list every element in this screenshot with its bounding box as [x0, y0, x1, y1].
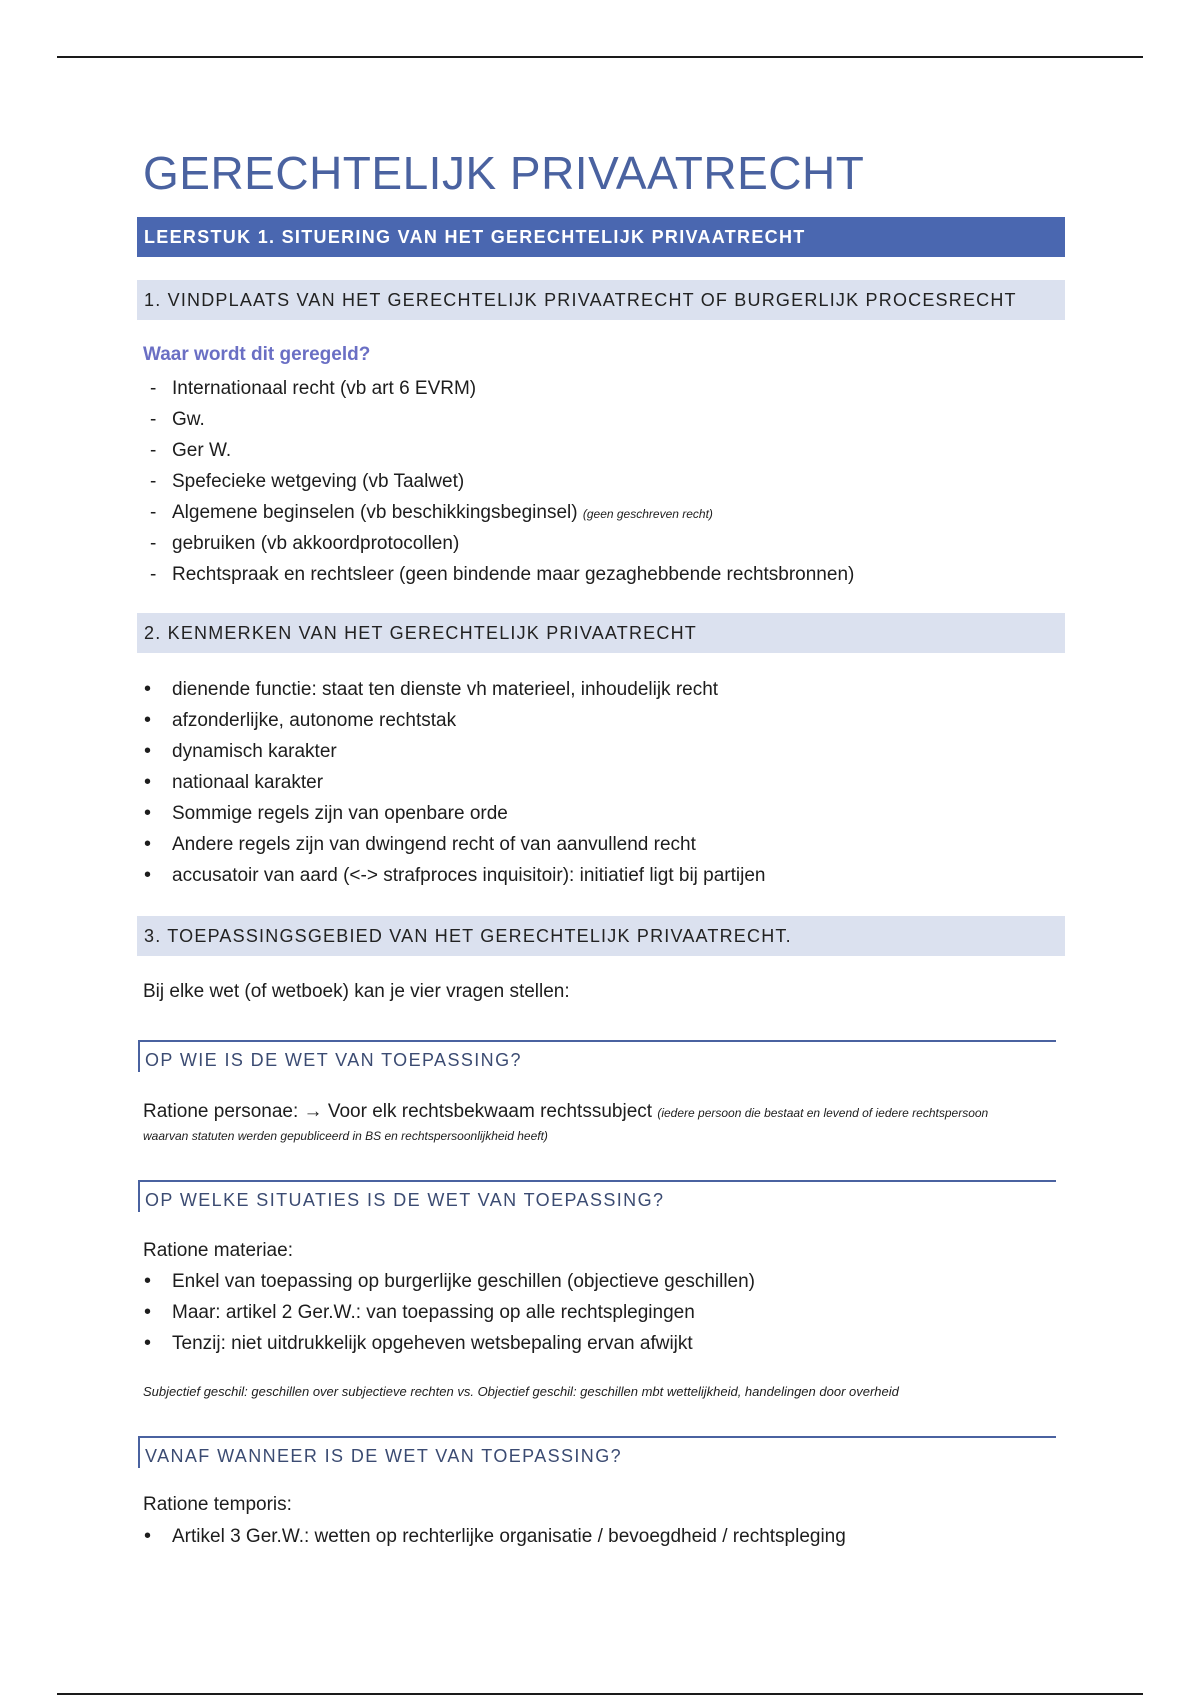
section-1-list [143, 373, 854, 590]
subsection-1-note: (iedere persoon die bestaat en levend of iedere rechtspersoon waarvan statuten werden gepubliceerd in BS en rechtspersoonlijkheid heeft) [143, 1106, 989, 1143]
list-item: • Tenzij: niet uitdrukkelijk opgeheven wetsbepaling ervan afwijkt [143, 1328, 755, 1359]
list-item: • dynamisch karakter [143, 736, 766, 767]
list-item: - Ger W. [143, 435, 854, 466]
list-item: • Enkel van toepassing op burgerlijke geschillen (objectieve geschillen) [143, 1266, 755, 1297]
chapter-heading: LEERSTUK 1. SITUERING VAN HET GERECHTELIJK PRIVAATRECHT [137, 217, 1065, 257]
list-item: • accusatoir van aard (<-> strafproces inquisitoir): initiatief ligt bij partijen [143, 860, 766, 891]
subsection-2-heading: OP WELKE SITUATIES IS DE WET VAN TOEPASSING? [138, 1180, 1056, 1212]
section-1-heading: 1. VINDPLAATS VAN HET GERECHTELIJK PRIVAATRECHT OF BURGERLIJK PROCESRECHT [137, 280, 1065, 320]
section-2-list [143, 674, 766, 891]
section-1-question: Waar wordt dit geregeld? [143, 344, 371, 365]
list-item: - gebruiken (vb akkoordprotocollen) [143, 528, 854, 559]
list-item: - Rechtspraak en rechtsleer (geen bindende maar gezaghebbende rechtsbronnen) [143, 559, 854, 590]
item-note: (geen geschreven recht) [582, 507, 713, 521]
list-item: • nationaal karakter [143, 767, 766, 798]
list-item: • dienende functie: staat ten dienste vh materieel, inhoudelijk recht [143, 674, 766, 705]
page-top-rule [57, 56, 1143, 58]
list-item: • Maar: artikel 2 Ger.W.: van toepassing op alle rechtsplegingen [143, 1297, 755, 1328]
subsection-3-heading: VANAF WANNEER IS DE WET VAN TOEPASSING? [138, 1436, 1056, 1468]
list-item: - Gw. [143, 404, 854, 435]
subsection-3-list [143, 1521, 846, 1552]
document-title: GERECHTELIJK PRIVAATRECHT [143, 147, 865, 199]
section-2-heading: 2. KENMERKEN VAN HET GERECHTELIJK PRIVAATRECHT [137, 613, 1065, 653]
list-item: • Sommige regels zijn van openbare orde [143, 798, 766, 829]
page-bottom-rule [57, 1693, 1143, 1695]
subsection-2-label: Ratione materiae: [143, 1240, 293, 1261]
subsection-1-text: Ratione personae: → Voor elk rechtsbekwaam rechtssubject (iedere persoon die bestaat en levend of iedere rechtspersoon waarvan statuten werden gepubliceerd in BS en rechtspersoonlijkheid heeft) [143, 1101, 989, 1143]
list-item: - Algemene beginselen (vb beschikkingsbeginsel) (geen geschreven recht) [143, 497, 854, 528]
section-3-heading: 3. TOEPASSINGSGEBIED VAN HET GERECHTELIJK PRIVAATRECHT. [137, 916, 1065, 956]
subsection-1-heading: OP WIE IS DE WET VAN TOEPASSING? [138, 1040, 1056, 1072]
list-item: • Andere regels zijn van dwingend recht of van aanvullend recht [143, 829, 766, 860]
section-3-intro: Bij elke wet (of wetboek) kan je vier vragen stellen: [143, 981, 570, 1002]
list-item: • afzonderlijke, autonome rechtstak [143, 705, 766, 736]
subsection-3-label: Ratione temporis: [143, 1494, 292, 1515]
subsection-2-list [143, 1266, 755, 1359]
list-item: - Internationaal recht (vb art 6 EVRM) [143, 373, 854, 404]
list-item: - Spefecieke wetgeving (vb Taalwet) [143, 466, 854, 497]
list-item: • Artikel 3 Ger.W.: wetten op rechterlijke organisatie / bevoegdheid / rechtspleging [143, 1521, 846, 1552]
subsection-2-note: Subjectief geschil: geschillen over subjectieve rechten vs. Objectief geschil: geschillen mbt wettelijkheid, handelingen door overheid [143, 1384, 899, 1399]
